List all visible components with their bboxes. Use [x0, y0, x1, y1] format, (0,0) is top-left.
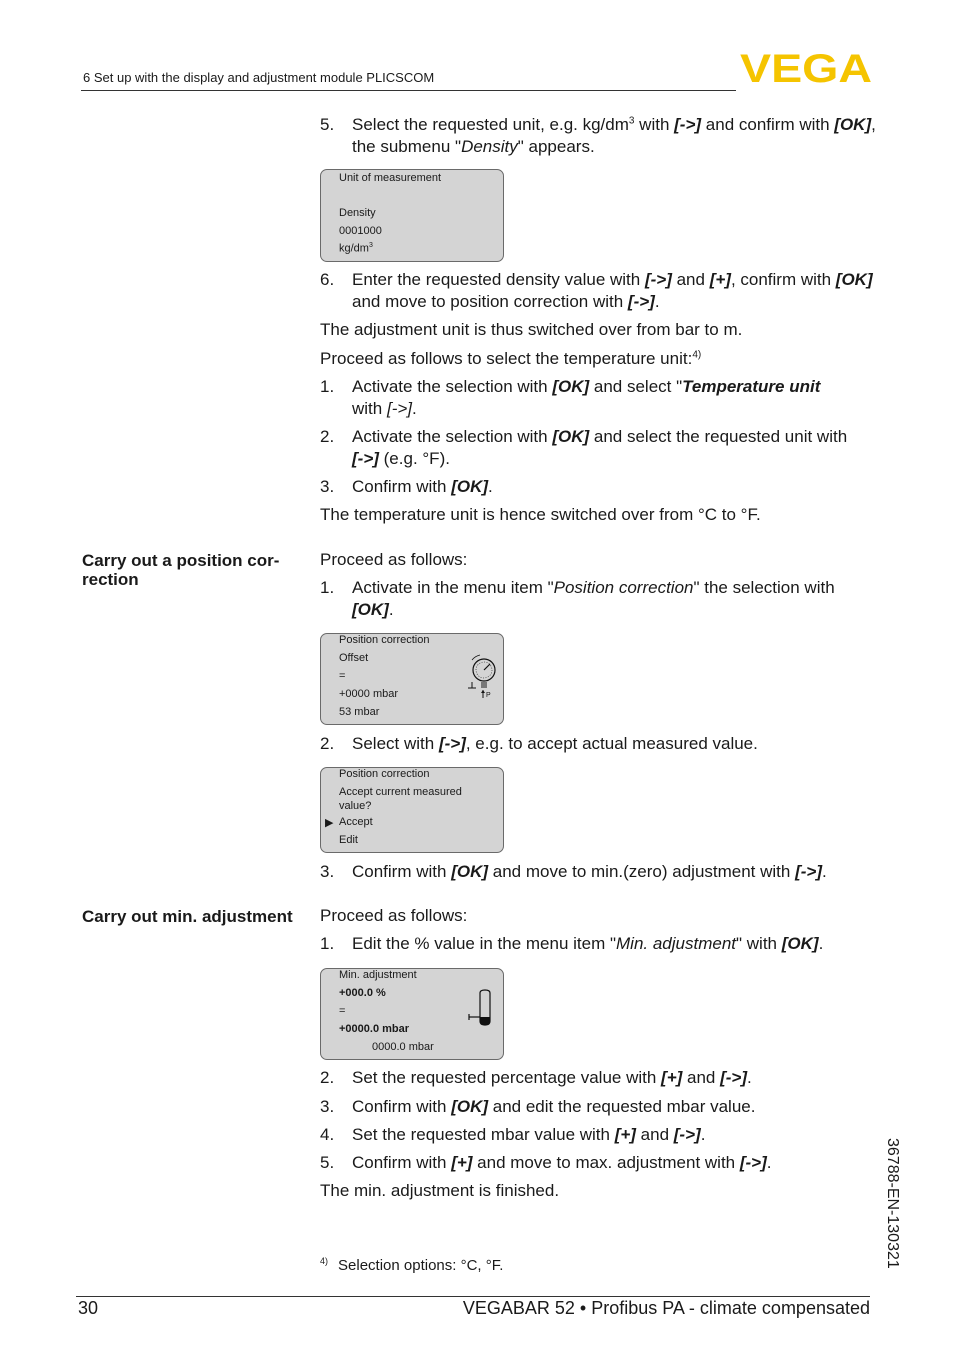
pressure-gauge-icon — [466, 652, 498, 702]
display-screen-min-adjustment — [320, 968, 504, 1060]
para-bar-to-m: The adjustment unit is thus switched over from bar to m. — [320, 320, 743, 339]
position-step1-text: Activate in the menu item "Position correction" the selection with [OK]. — [352, 578, 835, 619]
para-temp-intro: Proceed as follows to select the temperature unit:$^{4)}$ — [320, 349, 702, 368]
step5-text: Select the requested unit, e.g. $kg/dm^3$ with [->] and confirm with [OK], the submenu "Density" appears. — [352, 115, 876, 156]
header-rule — [81, 90, 736, 91]
screen-question-line1: Accept current measured — [339, 786, 462, 798]
display-screen-accept — [320, 767, 504, 853]
minadj-step2-text: Set the requested percentage value with [+] and [->]. — [352, 1068, 752, 1087]
minadj-step4-text: Set the requested mbar value with [+] and [->]. — [352, 1125, 706, 1144]
screen-option-edit: Edit — [339, 834, 358, 846]
minadj-step4-number: 4. — [320, 1125, 335, 1144]
temp-step3-number: 3. — [320, 477, 335, 496]
position-step2-number: 2. — [320, 734, 335, 753]
minadj-step1-text: Edit the % value in the menu item "Min. adjustment" with [OK]. — [352, 934, 824, 953]
screen-value: +0000 mbar — [339, 688, 399, 700]
display-screen-density — [320, 169, 504, 262]
position-step1-number: 1. — [320, 578, 335, 597]
position-step3-text: Confirm with [OK] and move to min.(zero) adjustment with [->]. — [352, 862, 827, 881]
minadj-intro: Proceed as follows: — [320, 906, 468, 925]
header-section-title: 6 Set up with the display and adjustment module PLICSCOM — [83, 70, 435, 85]
position-intro: Proceed as follows: — [320, 550, 468, 569]
screen-measured: 53 mbar — [339, 706, 380, 718]
document-code-vertical — [884, 1138, 904, 1288]
vega-logo-text: VEGA — [740, 50, 872, 84]
temp-step2-text: Activate the selection with [OK] and select the requested unit with [->] (e.g. °F). — [352, 427, 848, 468]
minadj-step5-number: 5. — [320, 1153, 335, 1172]
pressure-label: P — [486, 692, 491, 699]
step6-number: 6. — [320, 270, 335, 289]
screen-equals: = — [339, 1005, 346, 1017]
selection-arrow-icon: ▶ — [325, 817, 334, 829]
screen-title: Position correction — [339, 768, 430, 780]
vessel-level-icon — [466, 989, 498, 1029]
position-step3-number: 3. — [320, 862, 335, 881]
position-step2-text: Select with [->], e.g. to accept actual measured value. — [352, 734, 758, 753]
screen-unit: $kg/dm^3$ — [339, 242, 373, 255]
screen-mbar: +0000.0 mbar — [339, 1023, 410, 1035]
footer-product-title: VEGABAR 52 • Profibus PA - climate compensated — [462, 1298, 870, 1318]
screen-title: Min. adjustment — [339, 969, 417, 981]
page-number: 30 — [78, 1298, 99, 1318]
heading-position-correction: Carry out a position cor- rection — [82, 551, 280, 589]
screen-label: Offset — [339, 652, 369, 664]
temp-step1-number: 1. — [320, 377, 335, 396]
screen-title: Unit of measurement — [339, 172, 442, 184]
minadj-done: The min. adjustment is finished. — [320, 1181, 560, 1200]
screen-value: 0001000 — [339, 225, 382, 237]
minadj-step3-number: 3. — [320, 1097, 335, 1116]
para-temp-done: The temperature unit is hence switched over from °C to °F. — [320, 505, 761, 524]
screen-measured: 0000.0 mbar — [372, 1041, 434, 1053]
temp-step3-text: Confirm with [OK]. — [352, 477, 493, 496]
minadj-step5-text: Confirm with [+] and move to max. adjustment with [->]. — [352, 1153, 772, 1172]
step5-number: 5. — [320, 115, 335, 134]
screen-equals: = — [339, 670, 346, 682]
step6-text: Enter the requested density value with [->] and [+], confirm with [OK] and move to position correction with [->]. — [352, 270, 873, 311]
temp-step2-number: 2. — [320, 427, 335, 446]
screen-option-accept: Accept — [339, 816, 373, 828]
screen-title: Position correction — [339, 634, 430, 646]
minadj-step3-text: Confirm with [OK] and edit the requested mbar value. — [352, 1097, 756, 1116]
display-screen-position-offset — [320, 633, 504, 725]
footnote: $^{4)}$ Selection options: °C, °F. — [320, 1256, 504, 1274]
screen-percent: +000.0 % — [339, 987, 386, 999]
document-code: 36788-EN-130321 — [884, 1138, 901, 1269]
minadj-step2-number: 2. — [320, 1068, 335, 1087]
screen-label: Density — [339, 207, 376, 219]
screen-question-line2: value? — [339, 800, 372, 812]
footer-rule — [76, 1296, 870, 1297]
vega-logo — [740, 50, 874, 84]
minadj-step1-number: 1. — [320, 934, 335, 953]
heading-min-adjustment: Carry out min. adjustment — [82, 907, 293, 926]
temp-step1-text: Activate the selection with [OK] and select "Temperature unit with [->]. — [352, 377, 821, 418]
